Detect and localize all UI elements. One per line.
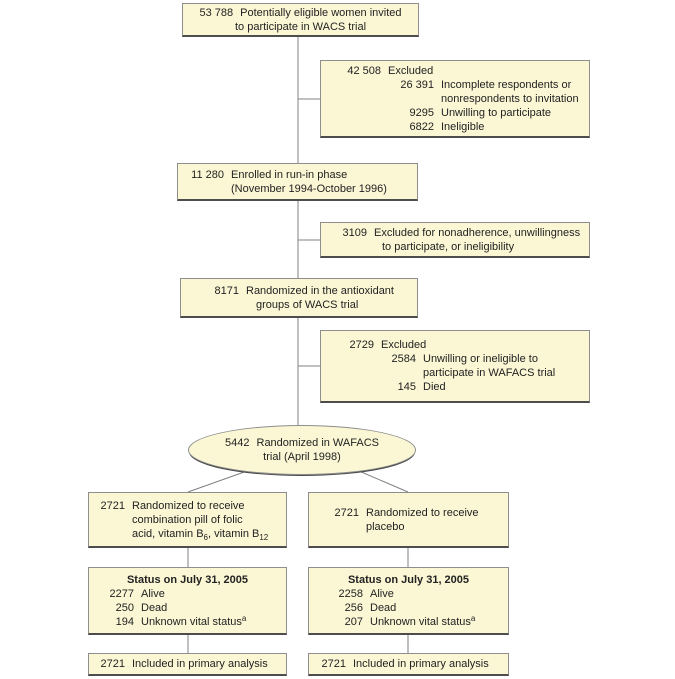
- count-value: 9295: [409, 106, 434, 119]
- count-value: [327, 240, 367, 254]
- count-value: 194: [115, 615, 134, 628]
- node-excluded-nonadherence: [320, 222, 590, 258]
- text-line: [187, 298, 411, 312]
- count-value: 42 508: [347, 64, 381, 77]
- text-line: [195, 436, 409, 450]
- connector-diagonal-left-arm: [188, 471, 247, 492]
- node-status-folic-arm: [88, 567, 287, 635]
- line-label: Status on July 31, 2005: [347, 573, 470, 586]
- text-line: [95, 615, 280, 629]
- line-label: Incomplete respondents or: [441, 78, 572, 91]
- line-label: Enrolled in run-in phase: [231, 168, 348, 181]
- node-excluded-invitation: [320, 60, 590, 138]
- text-line: [327, 240, 583, 254]
- count-value: 2729: [349, 339, 374, 351]
- count-value: 3109: [342, 226, 367, 239]
- text-line: [327, 352, 583, 366]
- node-folic-acid-arm: [88, 492, 287, 548]
- node-enrolled-run-in: [177, 163, 418, 201]
- count-value: 6822: [409, 120, 434, 133]
- text-line: [189, 6, 412, 20]
- node-randomized-wafacs: [188, 425, 416, 475]
- count-value: 2584: [391, 353, 416, 365]
- line-label: combination pill of folic: [132, 513, 243, 526]
- text-line: [327, 338, 583, 352]
- line-label: Unknown vital status$^a$: [141, 613, 247, 628]
- count-value: [327, 366, 416, 380]
- count-value: [95, 527, 125, 541]
- line-label: Excluded: [388, 64, 434, 77]
- line-label: Excluded for nonadherence, unwillingness: [374, 226, 581, 239]
- line-label: participate in WAFACS trial: [423, 367, 556, 379]
- text-line: [187, 284, 411, 298]
- node-primary-analysis-placebo: [308, 653, 509, 676]
- count-value: 11 280: [191, 168, 224, 181]
- text-line: [327, 78, 583, 92]
- line-label: Alive: [370, 587, 394, 600]
- line-label: Randomized in the antioxidant: [246, 284, 394, 297]
- line-label: trial (April 1998): [263, 451, 341, 463]
- count-value: 2721: [100, 499, 125, 512]
- text-line: [315, 657, 502, 671]
- count-value: 207: [344, 615, 363, 628]
- line-label: Randomized in WAFACS: [256, 437, 379, 449]
- line-label: Included in primary analysis: [353, 658, 489, 670]
- count-value: 2721: [321, 658, 346, 670]
- line-label: to participate, or ineligibility: [382, 240, 515, 253]
- connector-diagonal-right-arm: [359, 471, 408, 492]
- text-line: [95, 573, 280, 587]
- node-status-placebo-arm: [308, 567, 509, 635]
- line-label: nonrespondents to invitation: [441, 92, 579, 105]
- count-value: 2277: [109, 587, 134, 600]
- text-line: [184, 182, 411, 196]
- count-value: 2258: [338, 587, 363, 600]
- line-label: Ineligible: [441, 120, 485, 133]
- text-line: [95, 587, 280, 601]
- line-label: Unknown vital status$^a$: [370, 613, 476, 628]
- line-label: Alive: [141, 587, 165, 600]
- text-line: [95, 657, 280, 671]
- text-line: [315, 587, 502, 601]
- text-line: [95, 499, 280, 513]
- count-value: [315, 520, 359, 534]
- line-label: to participate in WACS trial: [234, 20, 367, 33]
- count-value: 256: [344, 601, 363, 614]
- count-value: [327, 92, 434, 106]
- text-line: [315, 573, 502, 587]
- text-line: [327, 380, 583, 394]
- count-value: 2721: [334, 506, 359, 519]
- line-label: Dead: [141, 601, 168, 614]
- text-line: [315, 520, 502, 534]
- text-line: [315, 601, 502, 615]
- line-label: (November 1994-October 1996): [231, 182, 387, 195]
- count-value: 8171: [214, 284, 239, 297]
- line-label: Randomized to receive: [366, 506, 479, 519]
- count-value: [95, 513, 125, 527]
- line-label: placebo: [366, 520, 405, 533]
- text-line: [315, 506, 502, 520]
- count-value: 53 788: [199, 6, 234, 19]
- text-line: [327, 120, 583, 134]
- text-line: [95, 527, 280, 541]
- count-value: 2721: [100, 658, 125, 670]
- line-label: Died: [423, 381, 446, 393]
- count-value: [184, 182, 224, 196]
- line-label: Included in primary analysis: [132, 658, 268, 670]
- text-line: [327, 366, 583, 380]
- node-eligible-women: [182, 3, 419, 37]
- text-line: [315, 615, 502, 629]
- line-label: Status on July 31, 2005: [126, 573, 249, 586]
- text-line: [327, 92, 583, 106]
- text-line: [189, 20, 412, 34]
- count-value: 26 391: [400, 78, 434, 91]
- line-label: Unwilling to participate: [441, 106, 552, 119]
- line-label: Dead: [370, 601, 397, 614]
- node-randomized-wacs: [180, 278, 418, 318]
- node-placebo-arm: [308, 492, 509, 548]
- line-label: Randomized to receive: [132, 499, 245, 512]
- node-primary-analysis-folic: [88, 653, 287, 676]
- count-value: 5442: [225, 437, 250, 449]
- text-line: [184, 168, 411, 182]
- line-label: acid, vitamin $B_6$, vitamin $B_{12}$: [132, 527, 269, 542]
- line-label: groups of WACS trial: [256, 298, 359, 311]
- text-line: [327, 64, 583, 78]
- text-line: [327, 226, 583, 240]
- line-label: Unwilling or ineligible to: [423, 353, 538, 365]
- text-line: [95, 513, 280, 527]
- count-value: 250: [115, 601, 134, 614]
- text-line: [327, 106, 583, 120]
- text-line: [195, 450, 409, 464]
- node-excluded-wafacs: [320, 330, 590, 403]
- count-value: [187, 298, 239, 312]
- count-value: 145: [397, 381, 416, 393]
- line-label: Potentially eligible women invited: [240, 6, 402, 19]
- text-line: [95, 601, 280, 615]
- line-label: Excluded: [381, 339, 427, 351]
